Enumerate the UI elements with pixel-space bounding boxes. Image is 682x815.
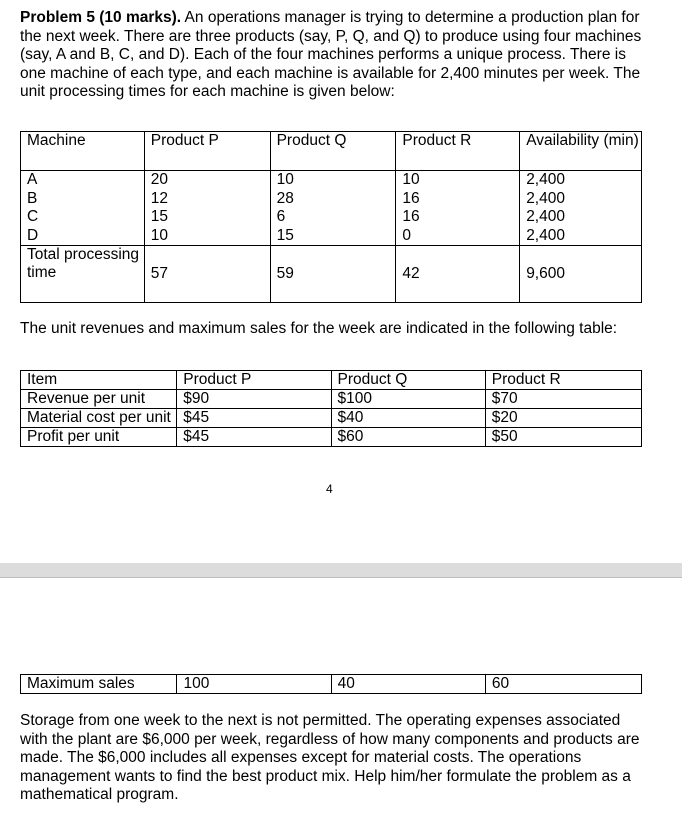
header-cell: Product Q [331,371,485,390]
table-cell: 40 [331,675,485,694]
table-cell: 57 [144,246,270,303]
table-cell: 20 [144,171,270,190]
table-row [21,390,642,409]
header-cell: Availability (min) [520,132,642,171]
table-cell: 0 [396,227,520,246]
processing-times-table [20,131,642,303]
table-cell: Profit per unit [21,428,177,447]
table-cell: Maximum sales [21,675,177,694]
table-row [21,208,642,227]
problem-label: Problem 5 (10 marks). [20,9,182,26]
page-number: 4 [326,482,333,496]
table-cell: 2,400 [520,190,642,209]
table-cell: A [21,171,145,190]
table-cell: Revenue per unit [21,390,177,409]
header-cell: Product Q [270,132,396,171]
page-break-line [0,577,682,578]
table-cell: 2,400 [520,208,642,227]
table-cell: B [21,190,145,209]
table-header-row [21,132,642,171]
table-header-row [21,371,642,390]
table-row [21,190,642,209]
problem-text: An operations manager is trying to determine a production plan for the next week. There are three products (say, P, Q, and Q) to produce using four machines (say, A and B, C, and D). Each of the four machines performs a unique process. There is one machine of each type, and each machine is available for 2,400 minutes per week. The unit processing times for each machine is given below: [20,9,642,100]
table-cell: $20 [485,409,641,428]
table-cell: $50 [485,428,641,447]
header-cell: Product R [485,371,641,390]
table-cell: Material cost per unit [21,409,177,428]
table-row [21,227,642,246]
table-row [21,171,642,190]
table-cell: 16 [396,190,520,209]
table-cell: 10 [144,227,270,246]
table-cell: $40 [331,409,485,428]
table-cell: 2,400 [520,171,642,190]
problem-statement [20,9,650,102]
table-row [21,428,642,447]
table-cell: 15 [144,208,270,227]
table-cell: 12 [144,190,270,209]
revenue-table [20,370,642,447]
table-cell: 15 [270,227,396,246]
header-cell: Product R [396,132,520,171]
table-cell: 100 [177,675,331,694]
table-cell: $90 [177,390,331,409]
table-cell: 16 [396,208,520,227]
page-break [0,563,682,577]
table-cell: D [21,227,145,246]
header-cell: Product P [144,132,270,171]
table-row [21,409,642,428]
intro-text: The unit revenues and maximum sales for the week are indicated in the following table: [20,320,618,337]
maximum-sales-table [20,674,642,694]
table-cell: $60 [331,428,485,447]
table-cell: 6 [270,208,396,227]
table-cell: $45 [177,409,331,428]
table-cell: $100 [331,390,485,409]
table-cell: 9,600 [520,246,642,303]
table-cell: 42 [396,246,520,303]
header-cell: Machine [21,132,145,171]
table-cell: 2,400 [520,227,642,246]
table-cell: $70 [485,390,641,409]
table-cell: $45 [177,428,331,447]
table-cell: 28 [270,190,396,209]
closing-text: Storage from one week to the next is not permitted. The operating expenses associated with the plant are $6,000 per week, regardless of how many components and products are made. The $6,000 includes all expenses except for material costs. The operations management wants to find the best product mix. Help him/her formulate the problem as a mathematical program. [20,712,640,803]
table-cell: 10 [270,171,396,190]
table-cell: C [21,208,145,227]
total-row [21,246,642,303]
table-cell: 59 [270,246,396,303]
total-label: Total processing time [21,246,145,303]
table-cell: 10 [396,171,520,190]
header-cell: Item [21,371,177,390]
table-cell: 60 [485,675,641,694]
table-row [21,675,642,694]
header-cell: Product P [177,371,331,390]
